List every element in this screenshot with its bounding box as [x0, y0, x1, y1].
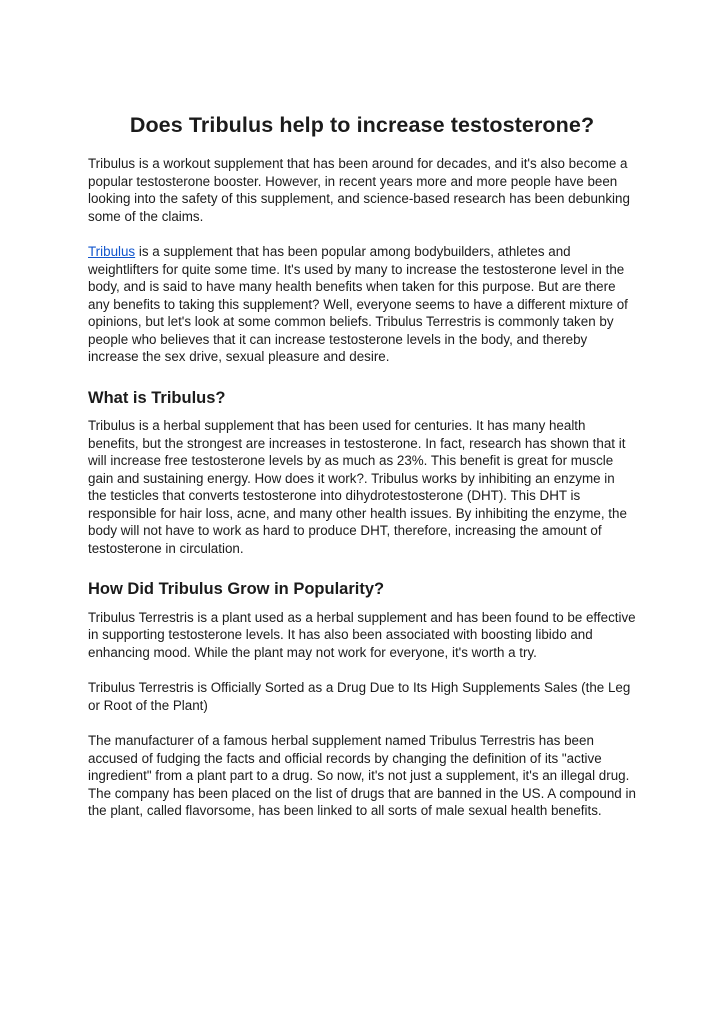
heading-popularity: How Did Tribulus Grow in Popularity?: [88, 580, 385, 598]
popularity-paragraph-1: Tribulus Terrestris is a plant used as a herbal supplement and has been found to be effective in supporting testosterone levels. It has also been associated with boosting libido and enhancing mood. While the plant may not work for everyone, it's worth a try.: [88, 609, 636, 660]
document-body: [88, 155, 636, 820]
intro-paragraph-1: Tribulus is a workout supplement that has been around for decades, and it's also become a popular testosterone booster. However, in recent years more and more people have been looking into the safety of this supplement, and science-based research has been debunking some of the claims.: [88, 156, 630, 224]
what-is-paragraph: Tribulus is a herbal supplement that has been used for centuries. It has many health benefits, but the strongest are increases in testosterone. In fact, research has shown that it will increase free testosterone levels by as much as 23%. This benefit is great for muscle gain and sustaining energy. How does it work?. Tribulus works by inhibiting an enzyme in the testicles that converts testosterone into dihydrotestosterone (DHT). This DHT is responsible for hair loss, acne, and many other health issues. By inhibiting the enzyme, the body will not have to work as hard to produce DHT, therefore, increasing the amount of testosterone in circulation.: [88, 418, 627, 556]
popularity-paragraph-3: The manufacturer of a famous herbal supplement named Tribulus Terrestris has been accused of fudging the facts and official records by changing the definition of its "active ingredient" from a plant part to a drug. So now, it's not just a supplement, it's an illegal drug. The company has been placed on the list of drugs that are banned in the US. A compound in the plant, called flavorsome, has been linked to all sorts of male sexual health benefits.: [88, 733, 636, 818]
heading-what-is-tribulus: What is Tribulus?: [88, 388, 226, 407]
tribulus-link[interactable]: Tribulus: [88, 244, 136, 259]
intro-paragraph-2: [88, 243, 636, 366]
page-title: Does Tribulus help to increase testosterone?: [129, 113, 595, 137]
popularity-paragraph-2: Tribulus Terrestris is Officially Sorted as a Drug Due to Its High Supplements Sales (the Leg or Root of the Plant): [88, 680, 631, 713]
intro-paragraph-2-text: is a supplement that has been popular among bodybuilders, athletes and weightlifters for quite some time. It's used by many to increase the testosterone level in the body, and is said to have many health benefits when taken for this purpose. But are there any benefits to taking this supplement? Well, everyone seems to have a different mixture of opinions, but let's look at some common beliefs. Tribulus Terrestris is commonly taken by people who believes that it can increase testosterone levels in the body, and thereby increase the sex drive, sexual pleasure and desire.: [88, 244, 628, 364]
